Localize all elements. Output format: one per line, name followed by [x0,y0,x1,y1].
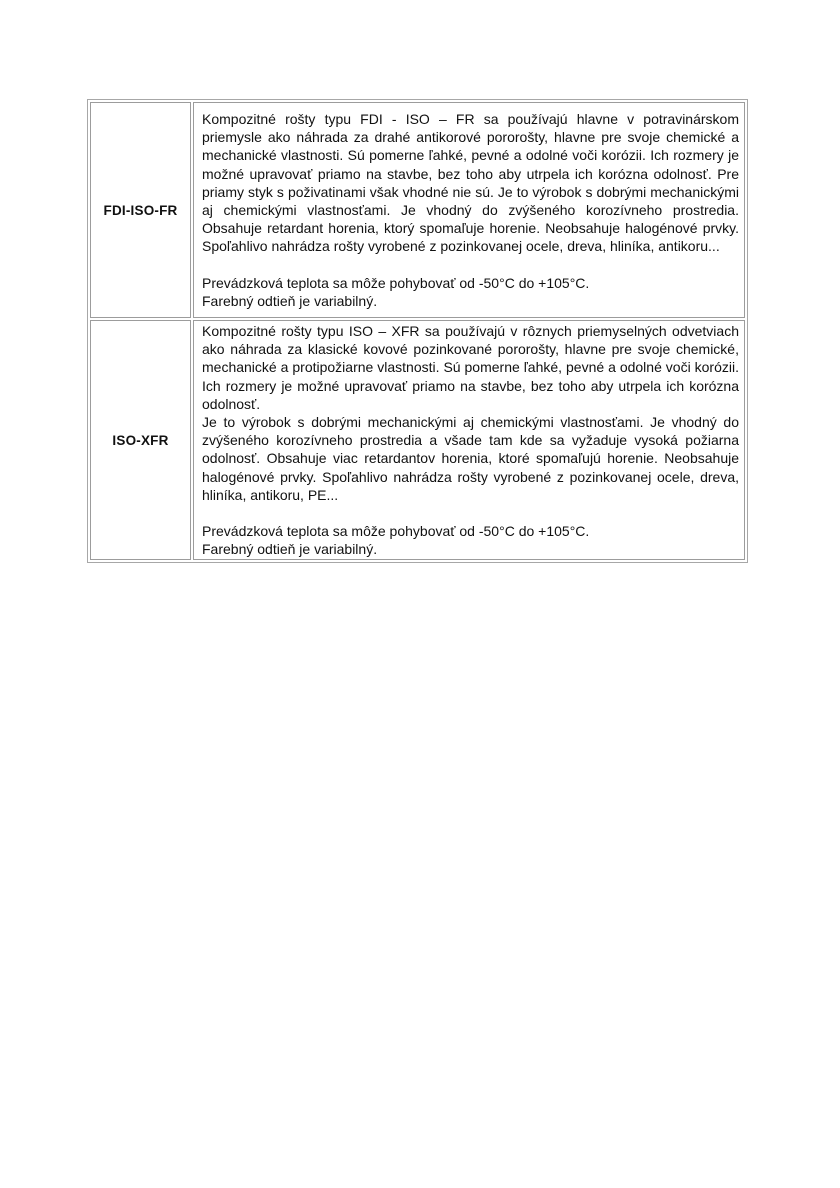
table-row [90,320,745,560]
color-note: Farebný odtieň je variabilný. [202,292,378,309]
temperature-note: Prevádzková teplota sa môže pohybovať od -50°C do +105°C. [202,274,590,291]
table-row [90,102,745,318]
product-table [87,99,748,563]
product-description: Kompozitné rošty typu FDI - ISO – FR sa používajú hlavne v potravinárskom priemysle ako náhrada za drahé antikorové pororošty, hlavne pre svoje chemické a mechanické vlastnosti. Sú pomerne ľahké, pevné a odolné voči korózii. Ich rozmery je možné upravovať priamo na stavbe, bez toho aby utrpela ich korózna odolnosť. Pre priamy styk s poživatinami však vhodné nie sú. Je to výrobok s dobrými mechanickými aj chemickými vlastnosťami. Je vhodný do zvýšeného korozívneho prostredia. Obsahuje retardant horenia, ktorý spomaľuje horenie. Neobsahuje halogénové prvky. Spoľahlivo nahrádza rošty vyrobené z pozinkovanej ocele, dreva, hliníka, antikoru... [202,110,739,255]
product-description: Kompozitné rošty typu ISO – XFR sa používajú v rôznych priemyselných odvetviach ako náhrada za klasické kovové pozinkované pororošty, hlavne pre svoje chemické, mechanické a protipožiarne vlastnosti. Sú pomerne ľahké, pevné a odolné voči korózii. Ich rozmery je možné upravovať priamo na stavbe, bez toho aby utrpela ich korózna odolnosť. [202,323,739,412]
color-note: Farebný odtieň je variabilný. [202,541,378,558]
product-code: FDI-ISO-FR [103,202,178,218]
product-description-cell [193,102,745,318]
paragraph-spacer [202,256,739,274]
product-description-continued: Je to výrobok s dobrými mechanickými aj chemickými vlastnosťami. Je vhodný do zvýšeného korozívneho prostredia a všade tam kde sa vyžaduje vysoká požiarna odolnosť. Obsahuje viac retardantov horenia, ktoré spomaľujú horenie. Neobsahuje halogénové prvky. Spoľahlivo nahrádza rošty vyrobené z pozinkovanej ocele, dreva, hliníka, antikoru, PE... [202,414,739,503]
product-code: ISO-XFR [112,432,169,448]
temperature-note: Prevádzková teplota sa môže pohybovať od -50°C do +105°C. [202,523,590,540]
product-code-cell [90,102,191,318]
paragraph-spacer [202,504,739,522]
product-description-cell [193,320,745,560]
product-code-cell [90,320,191,560]
